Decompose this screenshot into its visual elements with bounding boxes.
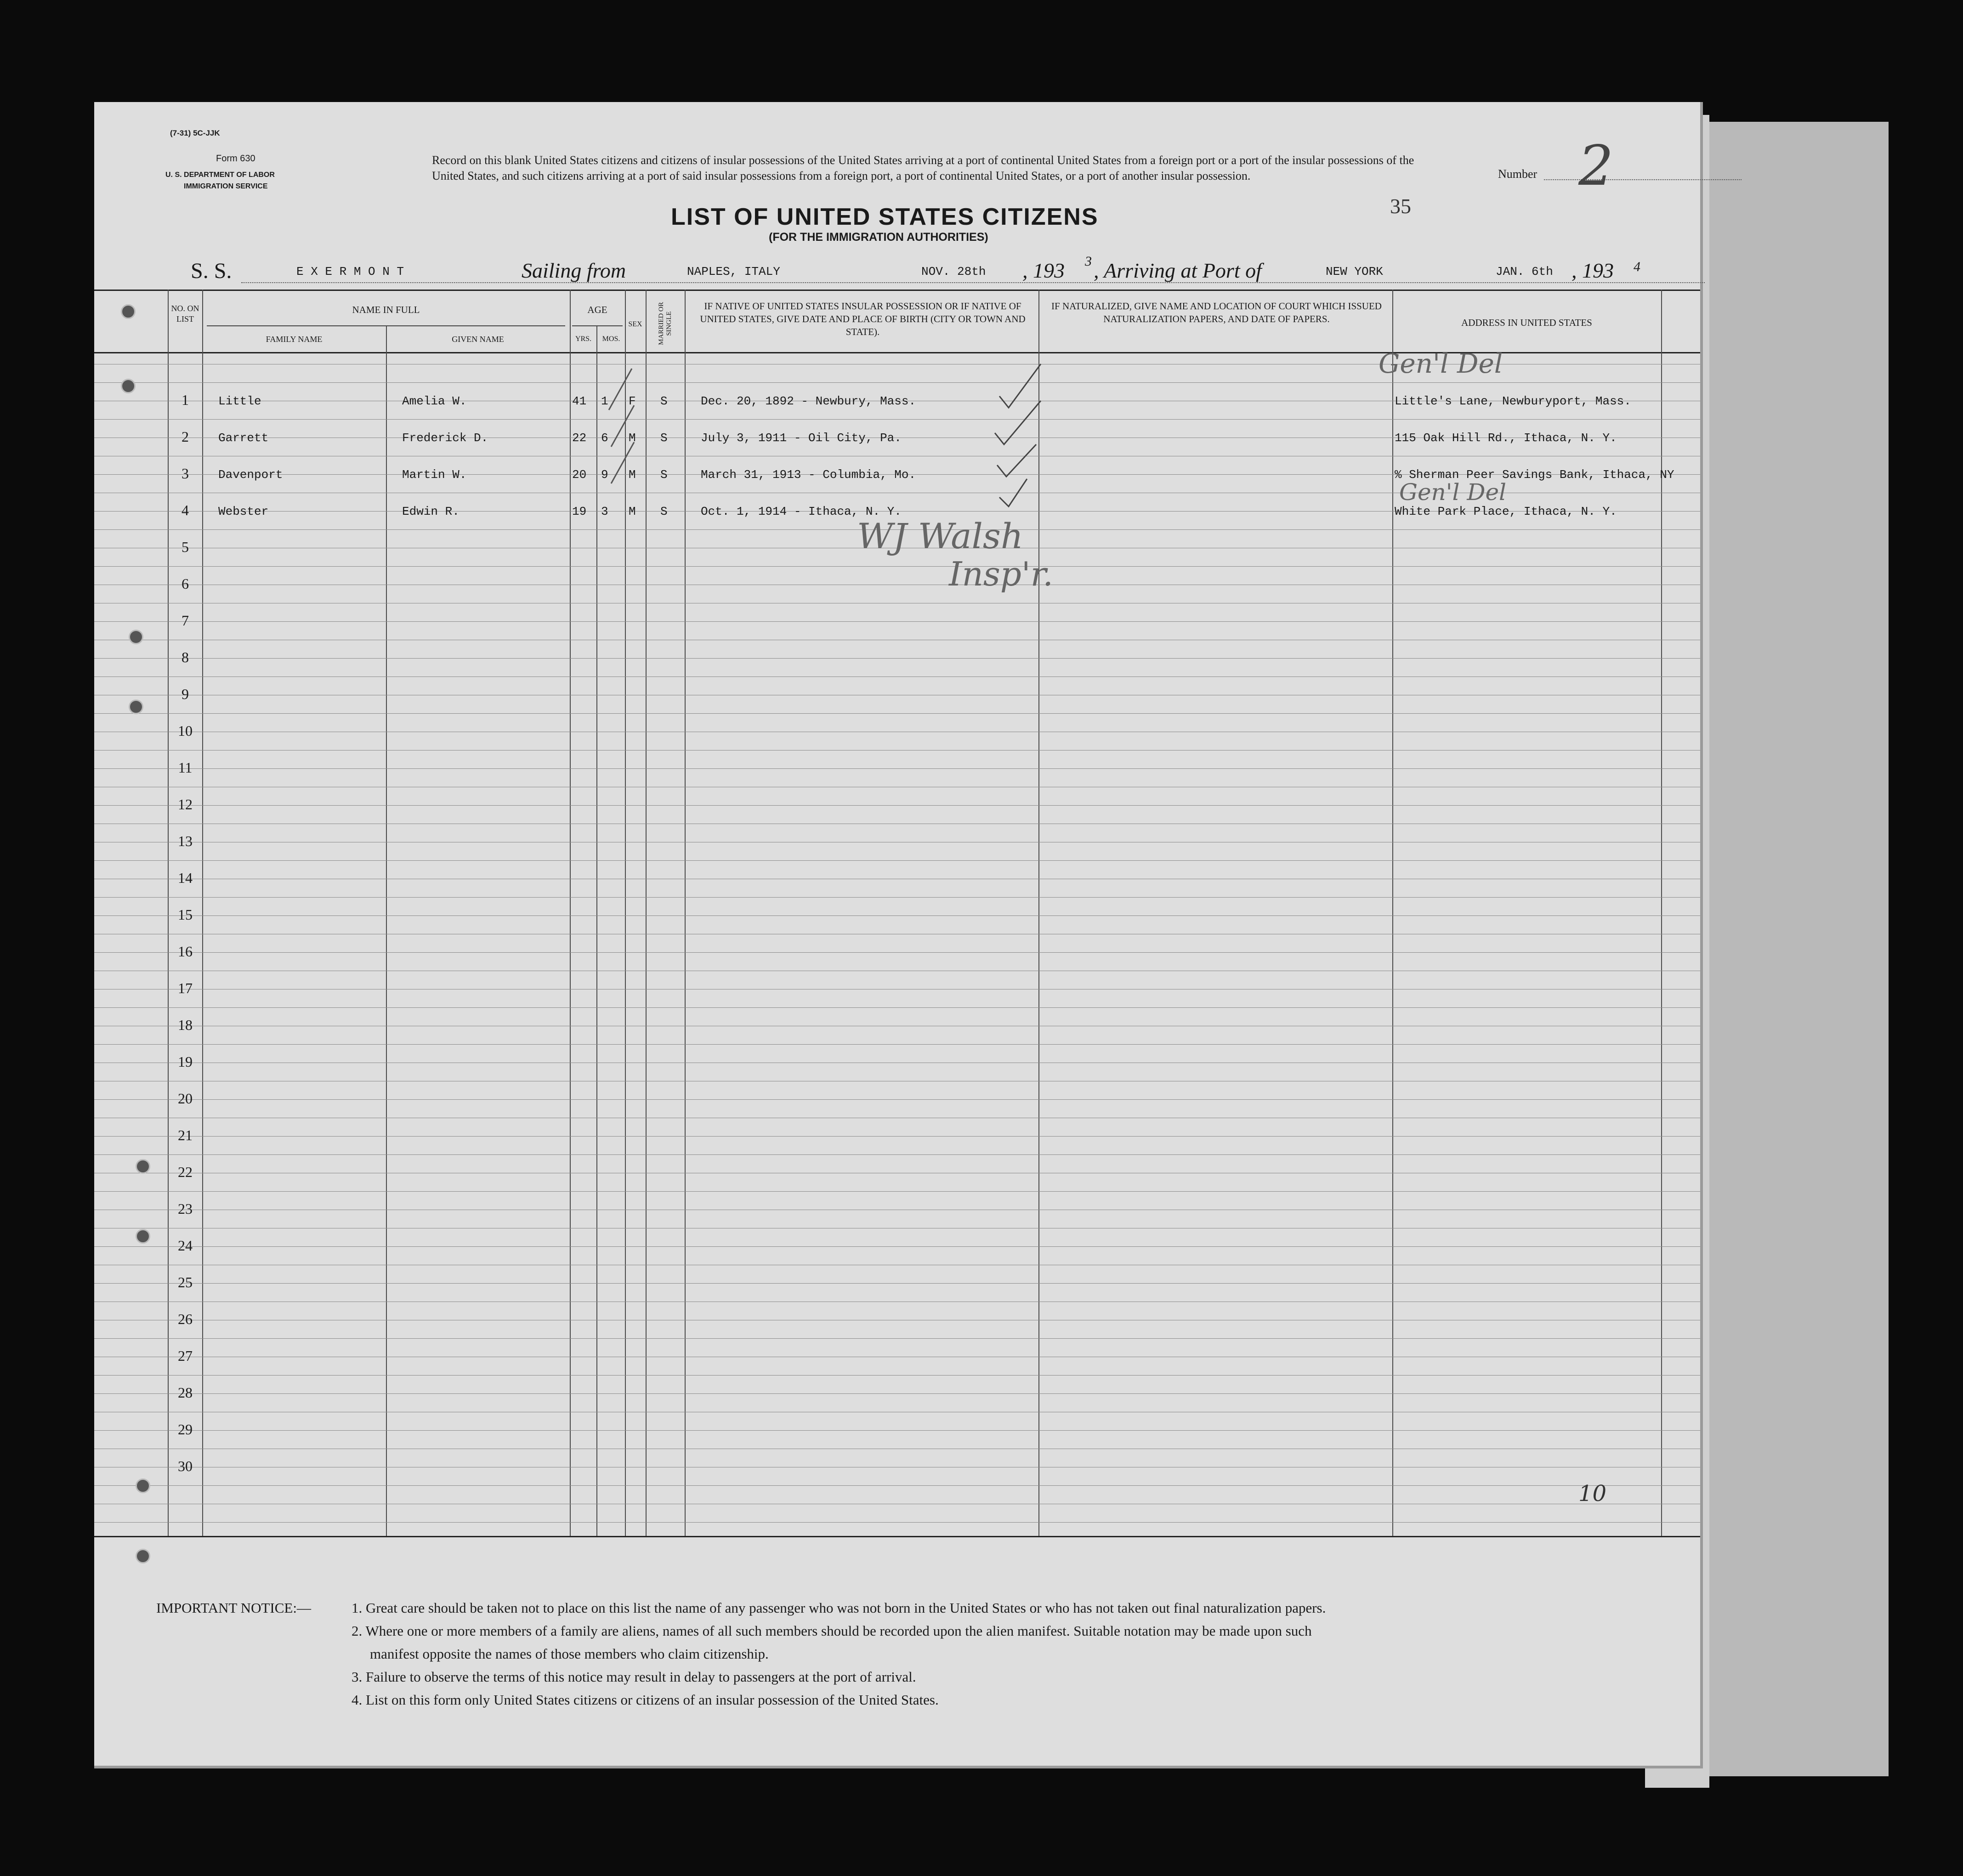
- number-label: Number: [1498, 167, 1537, 181]
- row-number: 16: [178, 943, 193, 960]
- age-subhead-rule: [572, 325, 623, 326]
- ruled-line: [94, 952, 1700, 953]
- ruled-line: [94, 658, 1700, 659]
- cell-family: Garrett: [218, 431, 269, 445]
- cell-mos: 1: [601, 394, 608, 408]
- cell-mos: 3: [601, 505, 608, 518]
- handwriting-gen-del-2: Gen'l Del: [1399, 479, 1507, 506]
- punch-hole: [136, 1478, 150, 1493]
- ruled-line: [94, 897, 1700, 898]
- service: IMMIGRATION SERVICE: [184, 182, 268, 190]
- sail-year-suffix: 3: [1085, 254, 1092, 269]
- row-number: 5: [182, 539, 189, 555]
- number-line: [1544, 179, 1742, 180]
- cell-sex: M: [629, 468, 636, 482]
- row-number: 20: [178, 1090, 193, 1107]
- row-number: 21: [178, 1127, 193, 1143]
- ruled-line: [94, 915, 1700, 916]
- row-number: 19: [178, 1053, 193, 1070]
- stamp-number: 35: [1390, 194, 1411, 218]
- cell-address: % Sherman Peer Savings Bank, Ithaca, NY: [1395, 468, 1674, 482]
- ruled-line: [94, 382, 1700, 383]
- row-number: 3: [182, 465, 189, 482]
- age-check-marks: [604, 350, 655, 525]
- ruled-line: [94, 1485, 1700, 1486]
- notice-item-3: 3. Failure to observe the terms of this notice may result in delay to passengers at the port of arrival.: [352, 1669, 916, 1685]
- cell-birth: Oct. 1, 1914 - Ithaca, N. Y.: [701, 505, 902, 518]
- cell-yrs: 22: [572, 431, 587, 445]
- sail-year-prefix: , 193: [1022, 259, 1065, 282]
- department: U. S. DEPARTMENT OF LABOR: [165, 171, 275, 179]
- header-address: ADDRESS IN UNITED STATES: [1461, 317, 1592, 328]
- cell-mos: 9: [601, 468, 608, 482]
- cell-sex: F: [629, 394, 636, 408]
- arrive-year-prefix: , 193: [1572, 259, 1614, 282]
- ruled-line: [94, 566, 1700, 567]
- sailing-from-label: Sailing from: [522, 259, 626, 282]
- ruled-line: [94, 860, 1700, 861]
- header-name-in-full: NAME IN FULL: [352, 304, 420, 315]
- cell-sex: M: [629, 431, 636, 445]
- cell-family: Webster: [218, 505, 269, 518]
- row-number: 14: [178, 870, 193, 886]
- row-number: 6: [182, 575, 189, 592]
- ruled-line: [94, 1338, 1700, 1339]
- row-number: 27: [178, 1347, 193, 1364]
- ruled-line: [94, 1246, 1700, 1247]
- ruled-line: [94, 1154, 1700, 1155]
- header-given-name: GIVEN NAME: [452, 335, 504, 344]
- punch-hole: [129, 699, 143, 714]
- cell-ms: S: [660, 468, 668, 482]
- row-number: 22: [178, 1164, 193, 1180]
- form-number: Form 630: [216, 153, 255, 164]
- cell-birth: March 31, 1913 - Columbia, Mo.: [701, 468, 916, 482]
- ruled-line: [94, 1136, 1700, 1137]
- col-line: [386, 325, 387, 1536]
- ruled-line: [94, 1283, 1700, 1284]
- cell-yrs: 41: [572, 394, 587, 408]
- inspector-title: Insp'r.: [949, 555, 1054, 593]
- instruction-text: Record on this blank United States citizens and citizens of insular possessions of the United States arriving at a port of continental United States from a foreign port or a port of the insular possessions of the United States, and such citizens arriving at a port of said insular possessions from a foreign port, a port of continental United States, or a port of another insular possession.: [432, 153, 1414, 182]
- arrive-year-suffix: 4: [1634, 259, 1640, 274]
- form-code: (7-31) 5C-JJK: [170, 129, 220, 137]
- col-line: [570, 290, 571, 1536]
- header-birth: IF NATIVE OF UNITED STATES INSULAR POSSESSION OR IF NATIVE OF UNITED STATES, GIVE DATE AND PLACE OF BIRTH (CITY OR TOWN AND STATE).: [700, 301, 1026, 337]
- ruled-line: [94, 805, 1700, 806]
- row-number: 4: [182, 502, 189, 518]
- row-number: 28: [178, 1384, 193, 1401]
- cell-ms: S: [660, 394, 668, 408]
- ruled-line: [94, 1099, 1700, 1100]
- punch-hole: [136, 1549, 150, 1563]
- row-number: 17: [178, 980, 193, 996]
- ruled-line: [94, 768, 1700, 769]
- notice-heading: IMPORTANT NOTICE:—: [156, 1600, 311, 1616]
- notice-item-2: 2. Where one or more members of a family are aliens, names of all such members should be recorded upon the alien manifest. Suitable notation may be made upon such: [352, 1623, 1312, 1639]
- ruled-line: [94, 1044, 1700, 1045]
- sail-date: NOV. 28th: [921, 265, 986, 279]
- cell-ms: S: [660, 505, 668, 518]
- ruled-line: [94, 621, 1700, 622]
- cell-family: Little: [218, 394, 261, 408]
- cell-yrs: 20: [572, 468, 587, 482]
- row-number: 30: [178, 1458, 193, 1474]
- page-subtitle: (FOR THE IMMIGRATION AUTHORITIES): [769, 231, 988, 244]
- cell-given: Martin W.: [402, 468, 467, 482]
- header-sex: SEX: [628, 320, 642, 328]
- punch-hole: [129, 630, 143, 644]
- ruled-line: [94, 419, 1700, 420]
- header-naturalized: IF NATURALIZED, GIVE NAME AND LOCATION OF COURT WHICH ISSUED NATURALIZATION PAPERS, AND DATE OF PAPERS.: [1051, 301, 1382, 324]
- ruled-line: [94, 1393, 1700, 1394]
- ruled-line: [94, 1375, 1700, 1376]
- punch-hole: [121, 304, 136, 319]
- table-top-rule: [94, 290, 1700, 291]
- row-number: 25: [178, 1274, 193, 1290]
- from-port: NAPLES, ITALY: [687, 265, 780, 279]
- punch-hole: [121, 379, 136, 393]
- to-port: NEW YORK: [1326, 265, 1383, 279]
- notice-item-1: 1. Great care should be taken not to place on this list the name of any passenger who was not born in the United States or who has not taken out final naturalization papers.: [352, 1600, 1326, 1616]
- name-subhead-rule: [207, 325, 565, 326]
- row-number: 18: [178, 1017, 193, 1033]
- notice-item-2-cont: manifest opposite the names of those members who claim citizenship.: [370, 1646, 769, 1662]
- check-marks: [990, 341, 1119, 516]
- voyage-underline: [241, 282, 1705, 283]
- number-value: 2: [1578, 134, 1614, 198]
- row-number: 11: [178, 759, 193, 776]
- ruled-line: [94, 713, 1700, 714]
- ruled-line: [94, 1191, 1700, 1192]
- row-number: 8: [182, 649, 189, 665]
- row-number: 13: [178, 833, 193, 849]
- cell-family: Davenport: [218, 468, 283, 482]
- row-number: 10: [178, 722, 193, 739]
- arrive-date: JAN. 6th: [1496, 265, 1553, 279]
- ruled-line: [94, 1007, 1700, 1008]
- row-number: 1: [182, 392, 189, 408]
- row-number: 26: [178, 1311, 193, 1327]
- cell-ms: S: [660, 431, 668, 445]
- arriving-label: , Arriving at Port of: [1094, 259, 1262, 282]
- ruled-line: [94, 676, 1700, 677]
- page-total: 10: [1578, 1481, 1607, 1506]
- table-bottom-rule: [94, 1536, 1700, 1537]
- cell-yrs: 19: [572, 505, 587, 518]
- header-family-name: FAMILY NAME: [266, 335, 323, 344]
- cell-mos: 6: [601, 431, 608, 445]
- cell-address: Little's Lane, Newburyport, Mass.: [1395, 394, 1631, 408]
- manifest-form: [94, 102, 1703, 1768]
- cell-birth: Dec. 20, 1892 - Newbury, Mass.: [701, 394, 916, 408]
- cell-birth: July 3, 1911 - Oil City, Pa.: [701, 431, 902, 445]
- ss-label: S. S.: [191, 259, 232, 283]
- row-number: 7: [182, 612, 189, 629]
- row-number: 24: [178, 1237, 193, 1254]
- cell-given: Amelia W.: [402, 394, 467, 408]
- ruled-line: [94, 1430, 1700, 1431]
- header-age: AGE: [587, 304, 607, 315]
- ruled-line: [94, 1522, 1700, 1523]
- ship-name: E X E R M O N T: [296, 265, 404, 279]
- handwriting-gen-del-1: Gen'l Del: [1379, 348, 1503, 379]
- row-number: 9: [182, 686, 189, 702]
- cell-given: Frederick D.: [402, 431, 488, 445]
- header-yrs: YRS.: [575, 335, 592, 343]
- cell-given: Edwin R.: [402, 505, 460, 518]
- row-number: 12: [178, 796, 193, 813]
- header-no-on-list: NO. ON LIST: [171, 304, 199, 324]
- row-number: 23: [178, 1200, 193, 1217]
- page-title: LIST OF UNITED STATES CITIZENS: [671, 204, 1099, 230]
- col-line: [685, 290, 686, 1536]
- col-line: [596, 325, 597, 1536]
- row-number: 29: [178, 1421, 193, 1438]
- punch-hole: [136, 1229, 150, 1244]
- row-number: 2: [182, 428, 189, 445]
- notice-item-4: 4. List on this form only United States citizens or citizens of an insular possession of the United States.: [352, 1692, 939, 1708]
- inspector-signature: WJ Walsh: [857, 516, 1023, 557]
- cell-address: White Park Place, Ithaca, N. Y.: [1395, 505, 1617, 518]
- punch-hole: [136, 1159, 150, 1174]
- header-married-single: MARRIED OR SINGLE: [658, 302, 673, 345]
- col-line: [1392, 290, 1393, 1536]
- cell-address: 115 Oak Hill Rd., Ithaca, N. Y.: [1395, 431, 1617, 445]
- row-number: 15: [178, 906, 193, 923]
- header-mos: MOS.: [602, 335, 620, 343]
- cell-sex: M: [629, 505, 636, 518]
